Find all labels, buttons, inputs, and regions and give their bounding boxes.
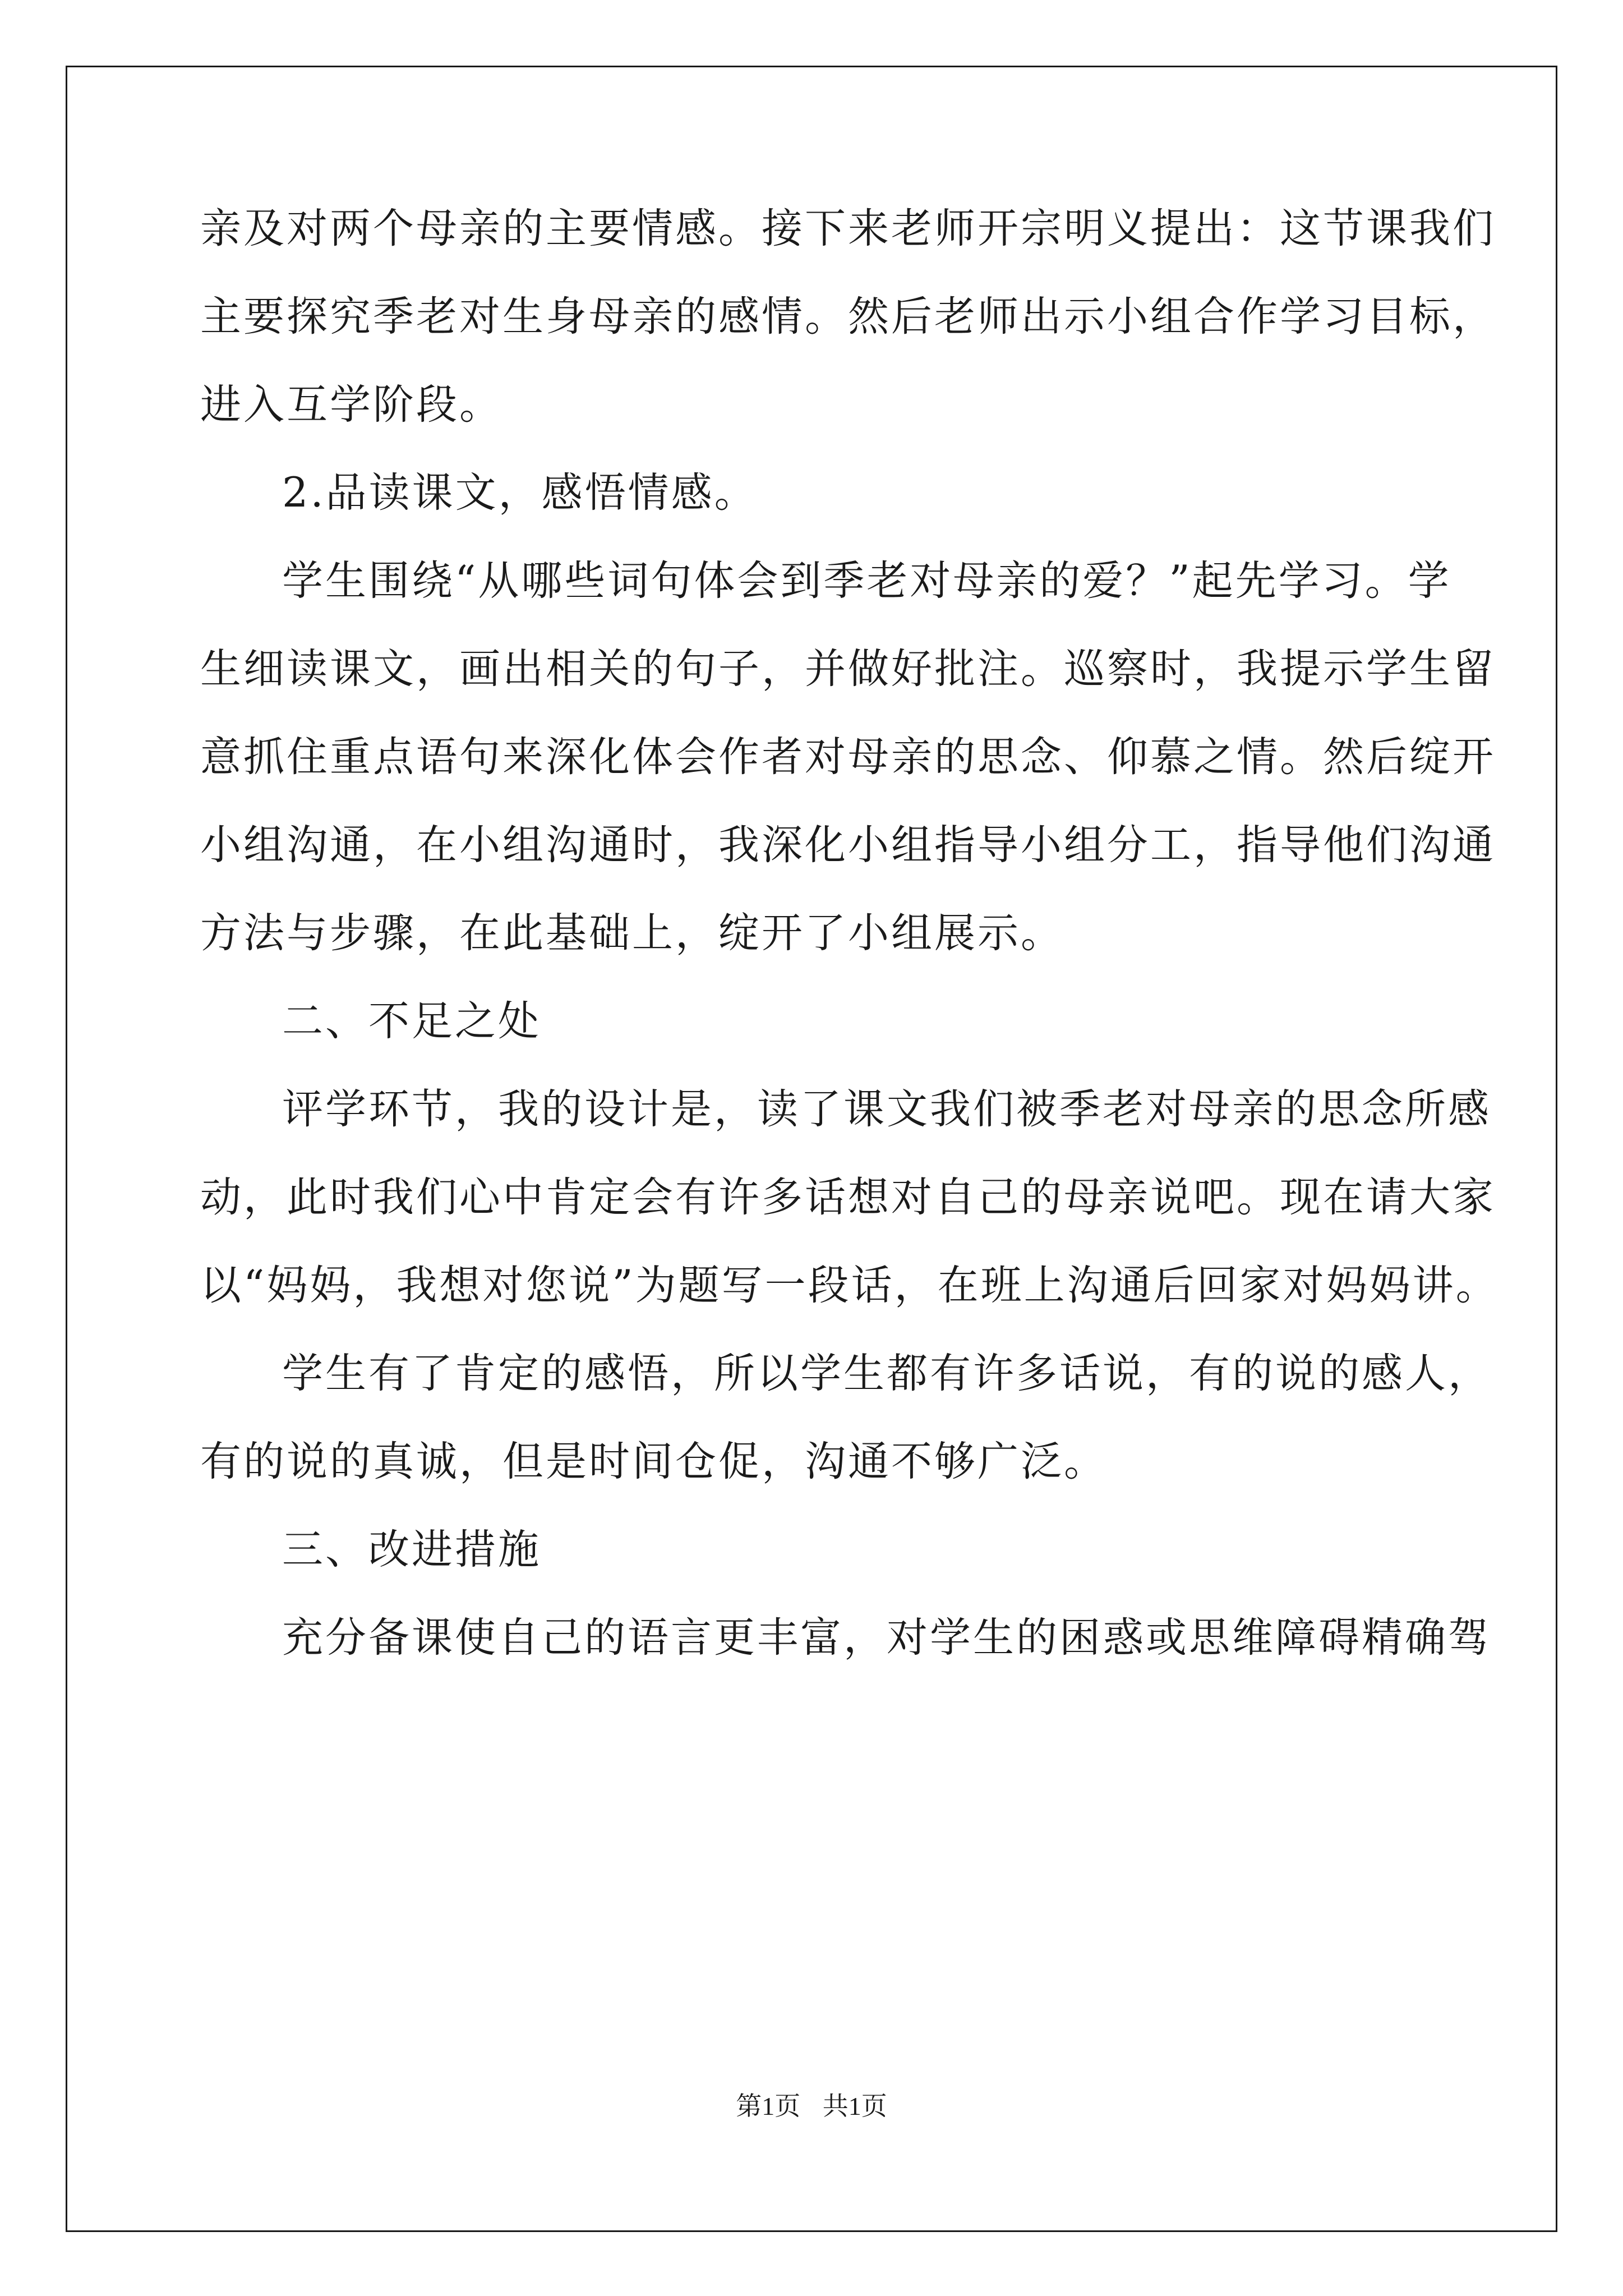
text-line: 动，此时我们心中肯定会有许多话想对自己的母亲说吧。现在请大家 <box>200 1174 1496 1221</box>
section-heading: 二、不足之处 <box>282 997 541 1045</box>
text-line: 意抓住重点语句来深化体会作者对母亲的思念、仰慕之情。然后绽开 <box>200 733 1496 781</box>
text-line: 生细读课文，画出相关的句子，并做好批注。巡察时，我提示学生留 <box>200 645 1496 693</box>
text-line: 以“妈妈，我想对您说”为题写一段话，在班上沟通后回家对妈妈讲。 <box>200 1262 1499 1309</box>
text-line: 小组沟通，在小组沟通时，我深化小组指导小组分工，指导他们沟通 <box>200 821 1496 869</box>
page-number: 第1页 <box>736 2092 801 2120</box>
text-line: 亲及对两个母亲的主要情感。接下来老师开宗明义提出：这节课我们 <box>200 205 1496 252</box>
text-line: 进入互学阶段。 <box>200 381 502 429</box>
section-subheading: 2.品读课文，感悟情感。 <box>282 469 758 517</box>
text-line: 评学环节，我的设计是，读了课文我们被季老对母亲的思念所感 <box>282 1085 1491 1133</box>
text-line: 主要探究季老对生身母亲的感情。然后老师出示小组合作学习目标， <box>200 293 1496 341</box>
section-heading: 三、改进措施 <box>282 1526 541 1573</box>
page-footer <box>0 2086 1623 2123</box>
text-line: 充分备课使自己的语言更丰富，对学生的困惑或思维障碍精确驾 <box>282 1614 1491 1662</box>
text-line: 学生围绕“从哪些词句体会到季老对母亲的爱？”起先学习。学 <box>282 557 1451 605</box>
text-line: 学生有了肯定的感悟，所以学生都有许多话说，有的说的感人， <box>282 1350 1491 1397</box>
page-total: 共1页 <box>822 2092 887 2120</box>
text-line: 方法与步骤，在此基础上，绽开了小组展示。 <box>200 909 1064 957</box>
text-line: 有的说的真诚，但是时间仓促，沟通不够广泛。 <box>200 1438 1107 1485</box>
